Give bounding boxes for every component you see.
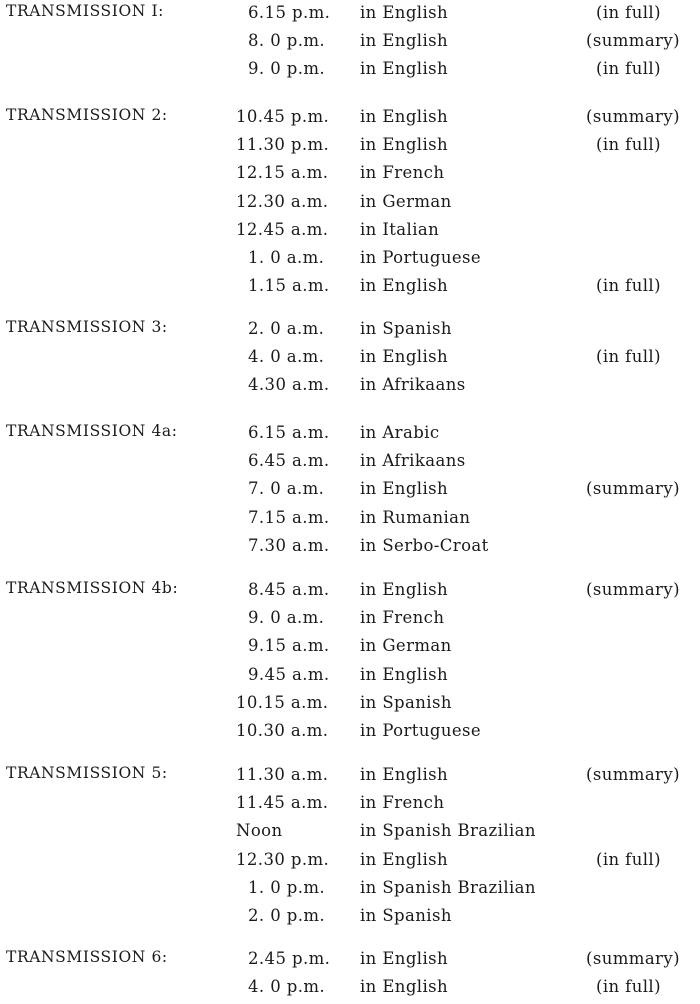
broadcast-time: 9. 0 a.m. bbox=[248, 608, 325, 628]
broadcast-language: in Arabic bbox=[360, 423, 440, 442]
schedule-row bbox=[0, 635, 700, 663]
transmission-group bbox=[0, 579, 700, 748]
broadcast-time: 4. 0 p.m. bbox=[248, 977, 326, 997]
schedule-row bbox=[0, 247, 700, 275]
broadcast-language: in English bbox=[360, 59, 449, 79]
broadcast-time: 7.30 a.m. bbox=[248, 535, 330, 555]
broadcast-time: 4.30 a.m. bbox=[248, 375, 330, 395]
broadcast-time: 9.15 a.m. bbox=[248, 636, 330, 656]
schedule-row bbox=[0, 877, 700, 905]
schedule-row bbox=[0, 792, 700, 820]
schedule-row bbox=[0, 849, 700, 877]
broadcast-time: 11.30 a.m. bbox=[236, 765, 329, 784]
broadcast-language: in English bbox=[360, 31, 449, 51]
transmission-label: TRANSMISSION 6: bbox=[6, 948, 168, 966]
broadcast-language: in English bbox=[360, 580, 449, 599]
schedule-row bbox=[0, 219, 700, 247]
broadcast-language: in Rumanian bbox=[360, 507, 471, 527]
broadcast-time: 2. 0 p.m. bbox=[248, 905, 326, 925]
broadcast-language: in Afrikaans bbox=[360, 451, 466, 471]
transmission-group bbox=[0, 948, 700, 1004]
broadcast-time: 12.30 a.m. bbox=[236, 191, 329, 211]
schedule-row bbox=[0, 58, 700, 86]
transmission-group bbox=[0, 318, 700, 403]
broadcast-language: in English bbox=[360, 479, 449, 499]
broadcast-language: in English bbox=[360, 949, 449, 968]
broadcast-note: (summary) bbox=[586, 765, 680, 784]
broadcast-time: 1. 0 a.m. bbox=[248, 247, 325, 267]
broadcast-time: 10.45 p.m. bbox=[236, 107, 330, 126]
broadcast-time: 7.15 a.m. bbox=[248, 507, 330, 527]
transmission-group bbox=[0, 106, 700, 303]
broadcast-note: (in full) bbox=[596, 59, 661, 79]
broadcast-time: Noon bbox=[236, 821, 283, 841]
broadcast-language: in Portuguese bbox=[360, 247, 482, 267]
broadcast-time: 8.45 a.m. bbox=[248, 580, 330, 599]
schedule-row bbox=[0, 692, 700, 720]
schedule-row bbox=[0, 607, 700, 635]
schedule-row bbox=[0, 275, 700, 303]
broadcast-note: (in full) bbox=[596, 849, 661, 869]
transmission-group bbox=[0, 422, 700, 563]
schedule-row bbox=[0, 764, 700, 792]
schedule-row bbox=[0, 191, 700, 219]
broadcast-language: in English bbox=[360, 765, 449, 784]
broadcast-time: 10.15 a.m. bbox=[236, 692, 329, 712]
broadcast-language: in English bbox=[360, 664, 449, 684]
broadcast-time: 8. 0 p.m. bbox=[248, 31, 326, 51]
broadcast-time: 4. 0 a.m. bbox=[248, 347, 325, 367]
broadcast-note: (in full) bbox=[596, 276, 661, 296]
transmission-label: TRANSMISSION I: bbox=[6, 2, 165, 20]
schedule-row bbox=[0, 106, 700, 134]
broadcast-note: (in full) bbox=[596, 977, 661, 997]
schedule-row bbox=[0, 422, 700, 450]
schedule-row bbox=[0, 905, 700, 933]
broadcast-time: 6.15 a.m. bbox=[248, 423, 330, 442]
broadcast-language: in Spanish Brazilian bbox=[360, 821, 536, 841]
broadcast-language: in English bbox=[360, 276, 449, 296]
schedule-row bbox=[0, 820, 700, 848]
broadcast-time: 6.45 a.m. bbox=[248, 451, 330, 471]
broadcast-time: 12.45 a.m. bbox=[236, 219, 329, 239]
broadcast-note: (summary) bbox=[586, 107, 680, 126]
broadcast-language: in Spanish Brazilian bbox=[360, 877, 536, 897]
schedule-row bbox=[0, 318, 700, 346]
broadcast-note: (in full) bbox=[596, 347, 661, 367]
schedule-row bbox=[0, 948, 700, 976]
broadcast-language: in Spanish bbox=[360, 905, 452, 925]
transmission-group bbox=[0, 2, 700, 87]
broadcast-time: 2. 0 a.m. bbox=[248, 319, 325, 338]
transmission-group bbox=[0, 764, 700, 933]
schedule-row bbox=[0, 535, 700, 563]
broadcast-language: in Italian bbox=[360, 219, 440, 239]
broadcast-note: (summary) bbox=[586, 949, 680, 968]
broadcast-language: in German bbox=[360, 191, 452, 211]
transmission-label: TRANSMISSION 3: bbox=[6, 318, 168, 336]
broadcast-language: in English bbox=[360, 977, 449, 997]
broadcast-note: (in full) bbox=[596, 135, 661, 155]
schedule-row bbox=[0, 374, 700, 402]
broadcast-note: (in full) bbox=[596, 3, 661, 22]
broadcast-language: in French bbox=[360, 793, 445, 813]
schedule-row bbox=[0, 664, 700, 692]
schedule-row bbox=[0, 450, 700, 478]
broadcast-language: in Portuguese bbox=[360, 720, 482, 740]
broadcast-time: 1. 0 p.m. bbox=[248, 877, 326, 897]
broadcast-note: (summary) bbox=[586, 31, 680, 51]
transmission-label: TRANSMISSION 4b: bbox=[6, 579, 179, 597]
broadcast-language: in English bbox=[360, 3, 449, 22]
broadcast-time: 2.45 p.m. bbox=[248, 949, 331, 968]
broadcast-language: in French bbox=[360, 163, 445, 183]
broadcast-time: 11.30 p.m. bbox=[236, 135, 330, 155]
broadcast-language: in English bbox=[360, 849, 449, 869]
schedule-row bbox=[0, 134, 700, 162]
broadcast-language: in Spanish bbox=[360, 692, 452, 712]
broadcast-language: in Serbo-Croat bbox=[360, 535, 489, 555]
broadcast-note: (summary) bbox=[586, 580, 680, 599]
schedule-row bbox=[0, 507, 700, 535]
schedule-row bbox=[0, 976, 700, 1004]
transmission-label: TRANSMISSION 2: bbox=[6, 106, 168, 124]
transmission-label: TRANSMISSION 5: bbox=[6, 764, 168, 782]
broadcast-language: in English bbox=[360, 135, 449, 155]
broadcast-time: 10.30 a.m. bbox=[236, 720, 329, 740]
schedule-row bbox=[0, 162, 700, 190]
broadcast-language: in Spanish bbox=[360, 319, 452, 338]
broadcast-language: in German bbox=[360, 636, 452, 656]
broadcast-time: 6.15 p.m. bbox=[248, 3, 331, 22]
schedule-row bbox=[0, 30, 700, 58]
broadcast-time: 9. 0 p.m. bbox=[248, 59, 326, 79]
broadcast-time: 9.45 a.m. bbox=[248, 664, 330, 684]
broadcast-note: (summary) bbox=[586, 479, 680, 499]
broadcast-language: in Afrikaans bbox=[360, 375, 466, 395]
broadcast-time: 12.30 p.m. bbox=[236, 849, 330, 869]
broadcast-language: in English bbox=[360, 347, 449, 367]
broadcast-time: 11.45 a.m. bbox=[236, 793, 329, 813]
schedule-row bbox=[0, 2, 700, 30]
broadcast-language: in English bbox=[360, 107, 449, 126]
broadcast-time: 7. 0 a.m. bbox=[248, 479, 325, 499]
broadcast-time: 12.15 a.m. bbox=[236, 163, 329, 183]
schedule-row bbox=[0, 579, 700, 607]
broadcast-time: 1.15 a.m. bbox=[248, 276, 330, 296]
broadcast-language: in French bbox=[360, 608, 445, 628]
schedule-row bbox=[0, 346, 700, 374]
schedule-row bbox=[0, 478, 700, 506]
transmission-label: TRANSMISSION 4a: bbox=[6, 422, 178, 440]
schedule-row bbox=[0, 720, 700, 748]
